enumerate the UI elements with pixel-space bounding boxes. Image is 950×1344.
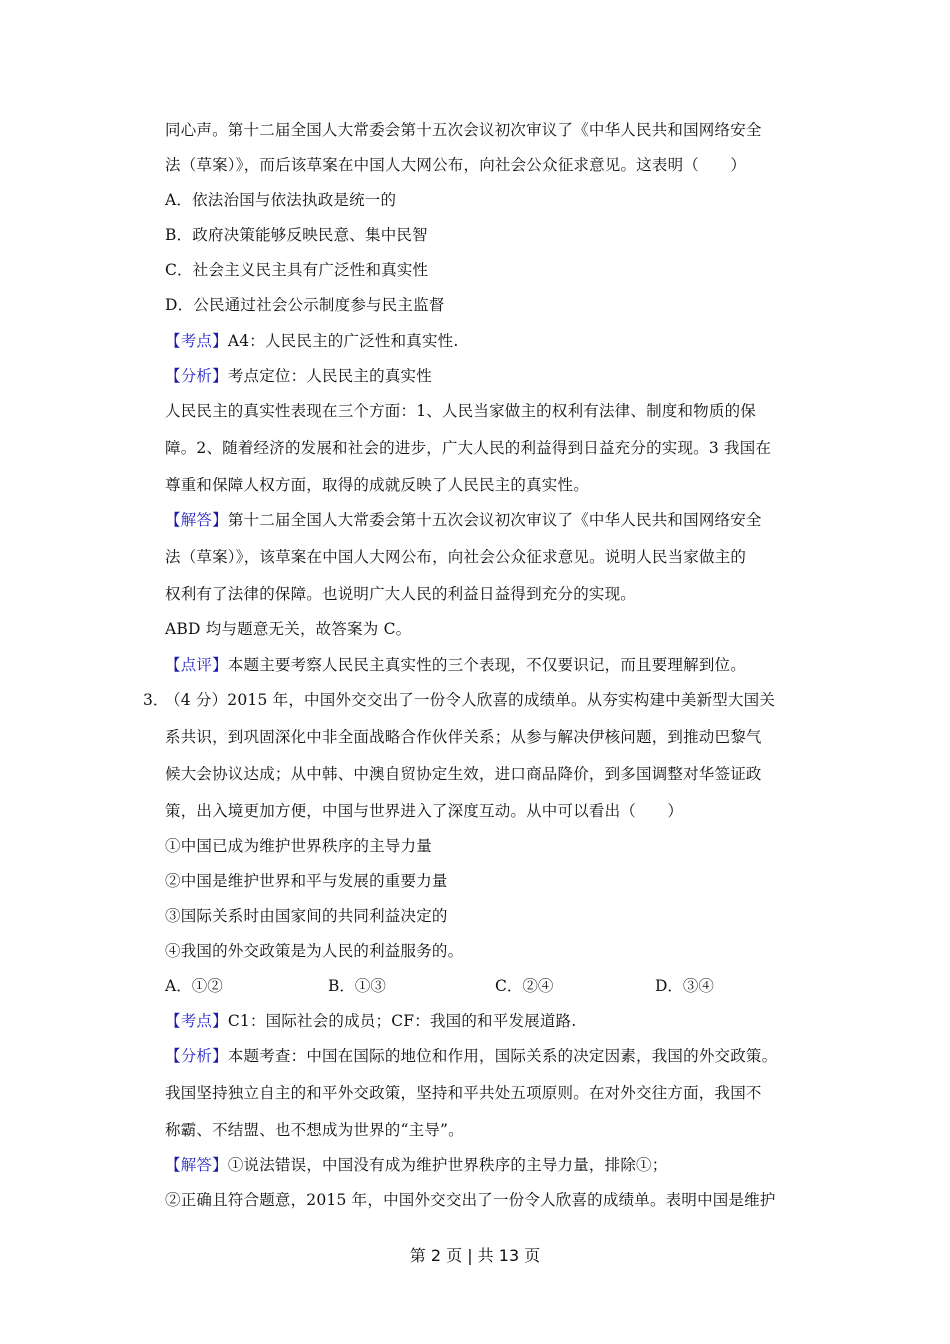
q3-jieda-line-1: ②正确且符合题意，2015 年，中国外交交出了一份令人欣喜的成绩单。表明中国是维护	[165, 1191, 776, 1209]
bracket-open: 【	[165, 367, 181, 385]
kaodian-text: C1：国际社会的成员；CF：我国的和平发展道路.	[227, 1012, 577, 1030]
bracket-open: 【	[165, 1156, 181, 1174]
fenxi-label: 分析	[180, 367, 213, 385]
q3-statement-3: ③国际关系时由国家间的共同利益决定的	[165, 907, 448, 925]
q3-statement-4: ④我国的外交政策是为人民的利益服务的。	[165, 942, 464, 960]
bracket-close: 】	[212, 1047, 228, 1065]
q2-kaodian	[165, 331, 459, 351]
q3-statement-2: ②中国是维护世界和平与发展的重要力量	[165, 872, 448, 890]
q2-jieda-line-2: 权利有了法律的保障。也说明广大人民的利益日益得到充分的实现。	[165, 585, 637, 603]
bracket-close: 】	[212, 1012, 228, 1030]
dianping-text: 本题主要考察人民民主真实性的三个表现，不仅要识记，而且要理解到位。	[227, 656, 746, 674]
q2-dianping	[165, 655, 746, 675]
q2-jieda-line-3: ABD 均与题意无关，故答案为 C。	[165, 620, 412, 638]
bracket-close: 】	[212, 511, 228, 529]
bracket-open: 【	[165, 332, 181, 350]
q3-jieda	[165, 1155, 667, 1175]
fenxi-text: 本题考查：中国在国际的地位和作用，国际关系的决定因素，我国的外交政策。	[227, 1047, 778, 1065]
jieda-text: ①说法错误，中国没有成为维护世界秩序的主导力量，排除①；	[227, 1156, 668, 1174]
q2-stem-line-2: 法（草案）》，而后该草案在中国人大网公布，向社会公众征求意见。这表明（ ）	[165, 156, 747, 174]
q3-statement-1: ①中国已成为维护世界秩序的主导力量	[165, 837, 432, 855]
q3-fenxi	[165, 1046, 777, 1066]
bracket-close: 】	[212, 656, 228, 674]
jieda-label: 解答	[180, 1156, 213, 1174]
q3-number: 3．	[143, 691, 169, 709]
kaodian-text: A4：人民民主的广泛性和真实性.	[227, 332, 459, 350]
q3-option-c: C．②④	[495, 977, 554, 995]
bracket-open: 【	[165, 1047, 181, 1065]
q3-kaodian	[165, 1011, 576, 1031]
bracket-open: 【	[165, 1012, 181, 1030]
q2-option-c: C．社会主义民主具有广泛性和真实性	[165, 261, 429, 279]
q3-fenxi-line-2: 称霸、不结盟、也不想成为世界的“主导”。	[165, 1121, 464, 1139]
q3-stem-line-1: （4 分）2015 年，中国外交交出了一份令人欣喜的成绩单。从夯实构建中美新型大国关	[165, 691, 776, 709]
bracket-close: 】	[212, 332, 228, 350]
q2-fenxi	[165, 366, 432, 386]
q2-option-a: A．依法治国与依法执政是统一的	[165, 191, 397, 209]
bracket-open: 【	[165, 511, 181, 529]
q3-option-b: B．①③	[328, 977, 386, 995]
q2-jieda-line-1: 法（草案）》，该草案在中国人大网公布，向社会公众征求意见。说明人民当家做主的	[165, 548, 747, 566]
q2-option-b: B．政府决策能够反映民意、集中民智	[165, 226, 428, 244]
q2-fenxi-line-2: 障。2、随着经济的发展和社会的进步，广大人民的利益得到日益充分的实现。3 我国在	[165, 439, 772, 457]
kaodian-label: 考点	[180, 332, 213, 350]
q3-stem-line-3: 候大会协议达成；从中韩、中澳自贸协定生效，进口商品降价，到多国调整对华签证政	[165, 765, 762, 783]
q3-fenxi-line-1: 我国坚持独立自主的和平外交政策，坚持和平共处五项原则。在对外交往方面，我国不	[165, 1084, 762, 1102]
q2-fenxi-line-3: 尊重和保障人权方面，取得的成就反映了人民民主的真实性。	[165, 476, 589, 494]
bracket-close: 】	[212, 1156, 228, 1174]
q2-jieda	[165, 510, 762, 530]
bracket-close: 】	[212, 367, 228, 385]
q3-stem-line-2: 系共识，到巩固深化中非全面战略合作伙伴关系；从参与解决伊核问题，到推动巴黎气	[165, 728, 762, 746]
q2-fenxi-line-1: 人民民主的真实性表现在三个方面：1、人民当家做主的权利有法律、制度和物质的保	[165, 402, 756, 420]
page-footer: 第 2 页 | 共 13 页	[409, 1246, 541, 1265]
q3-option-d: D．③④	[655, 977, 714, 995]
jieda-text: 第十二届全国人大常委会第十五次会议初次审议了《中华人民共和国网络安全	[227, 511, 762, 529]
q2-stem-line-1: 同心声。第十二届全国人大常委会第十五次会议初次审议了《中华人民共和国网络安全	[165, 121, 762, 139]
fenxi-text: 考点定位：人民民主的真实性	[227, 367, 432, 385]
bracket-open: 【	[165, 656, 181, 674]
kaodian-label: 考点	[180, 1012, 213, 1030]
q2-option-d: D．公民通过社会公示制度参与民主监督	[165, 296, 445, 314]
jieda-label: 解答	[180, 511, 213, 529]
fenxi-label: 分析	[180, 1047, 213, 1065]
q3-option-a: A．①②	[165, 977, 223, 995]
dianping-label: 点评	[180, 656, 213, 674]
q3-stem-line-4: 策，出入境更加方便，中国与世界进入了深度互动。从中可以看出（ ）	[165, 802, 684, 820]
